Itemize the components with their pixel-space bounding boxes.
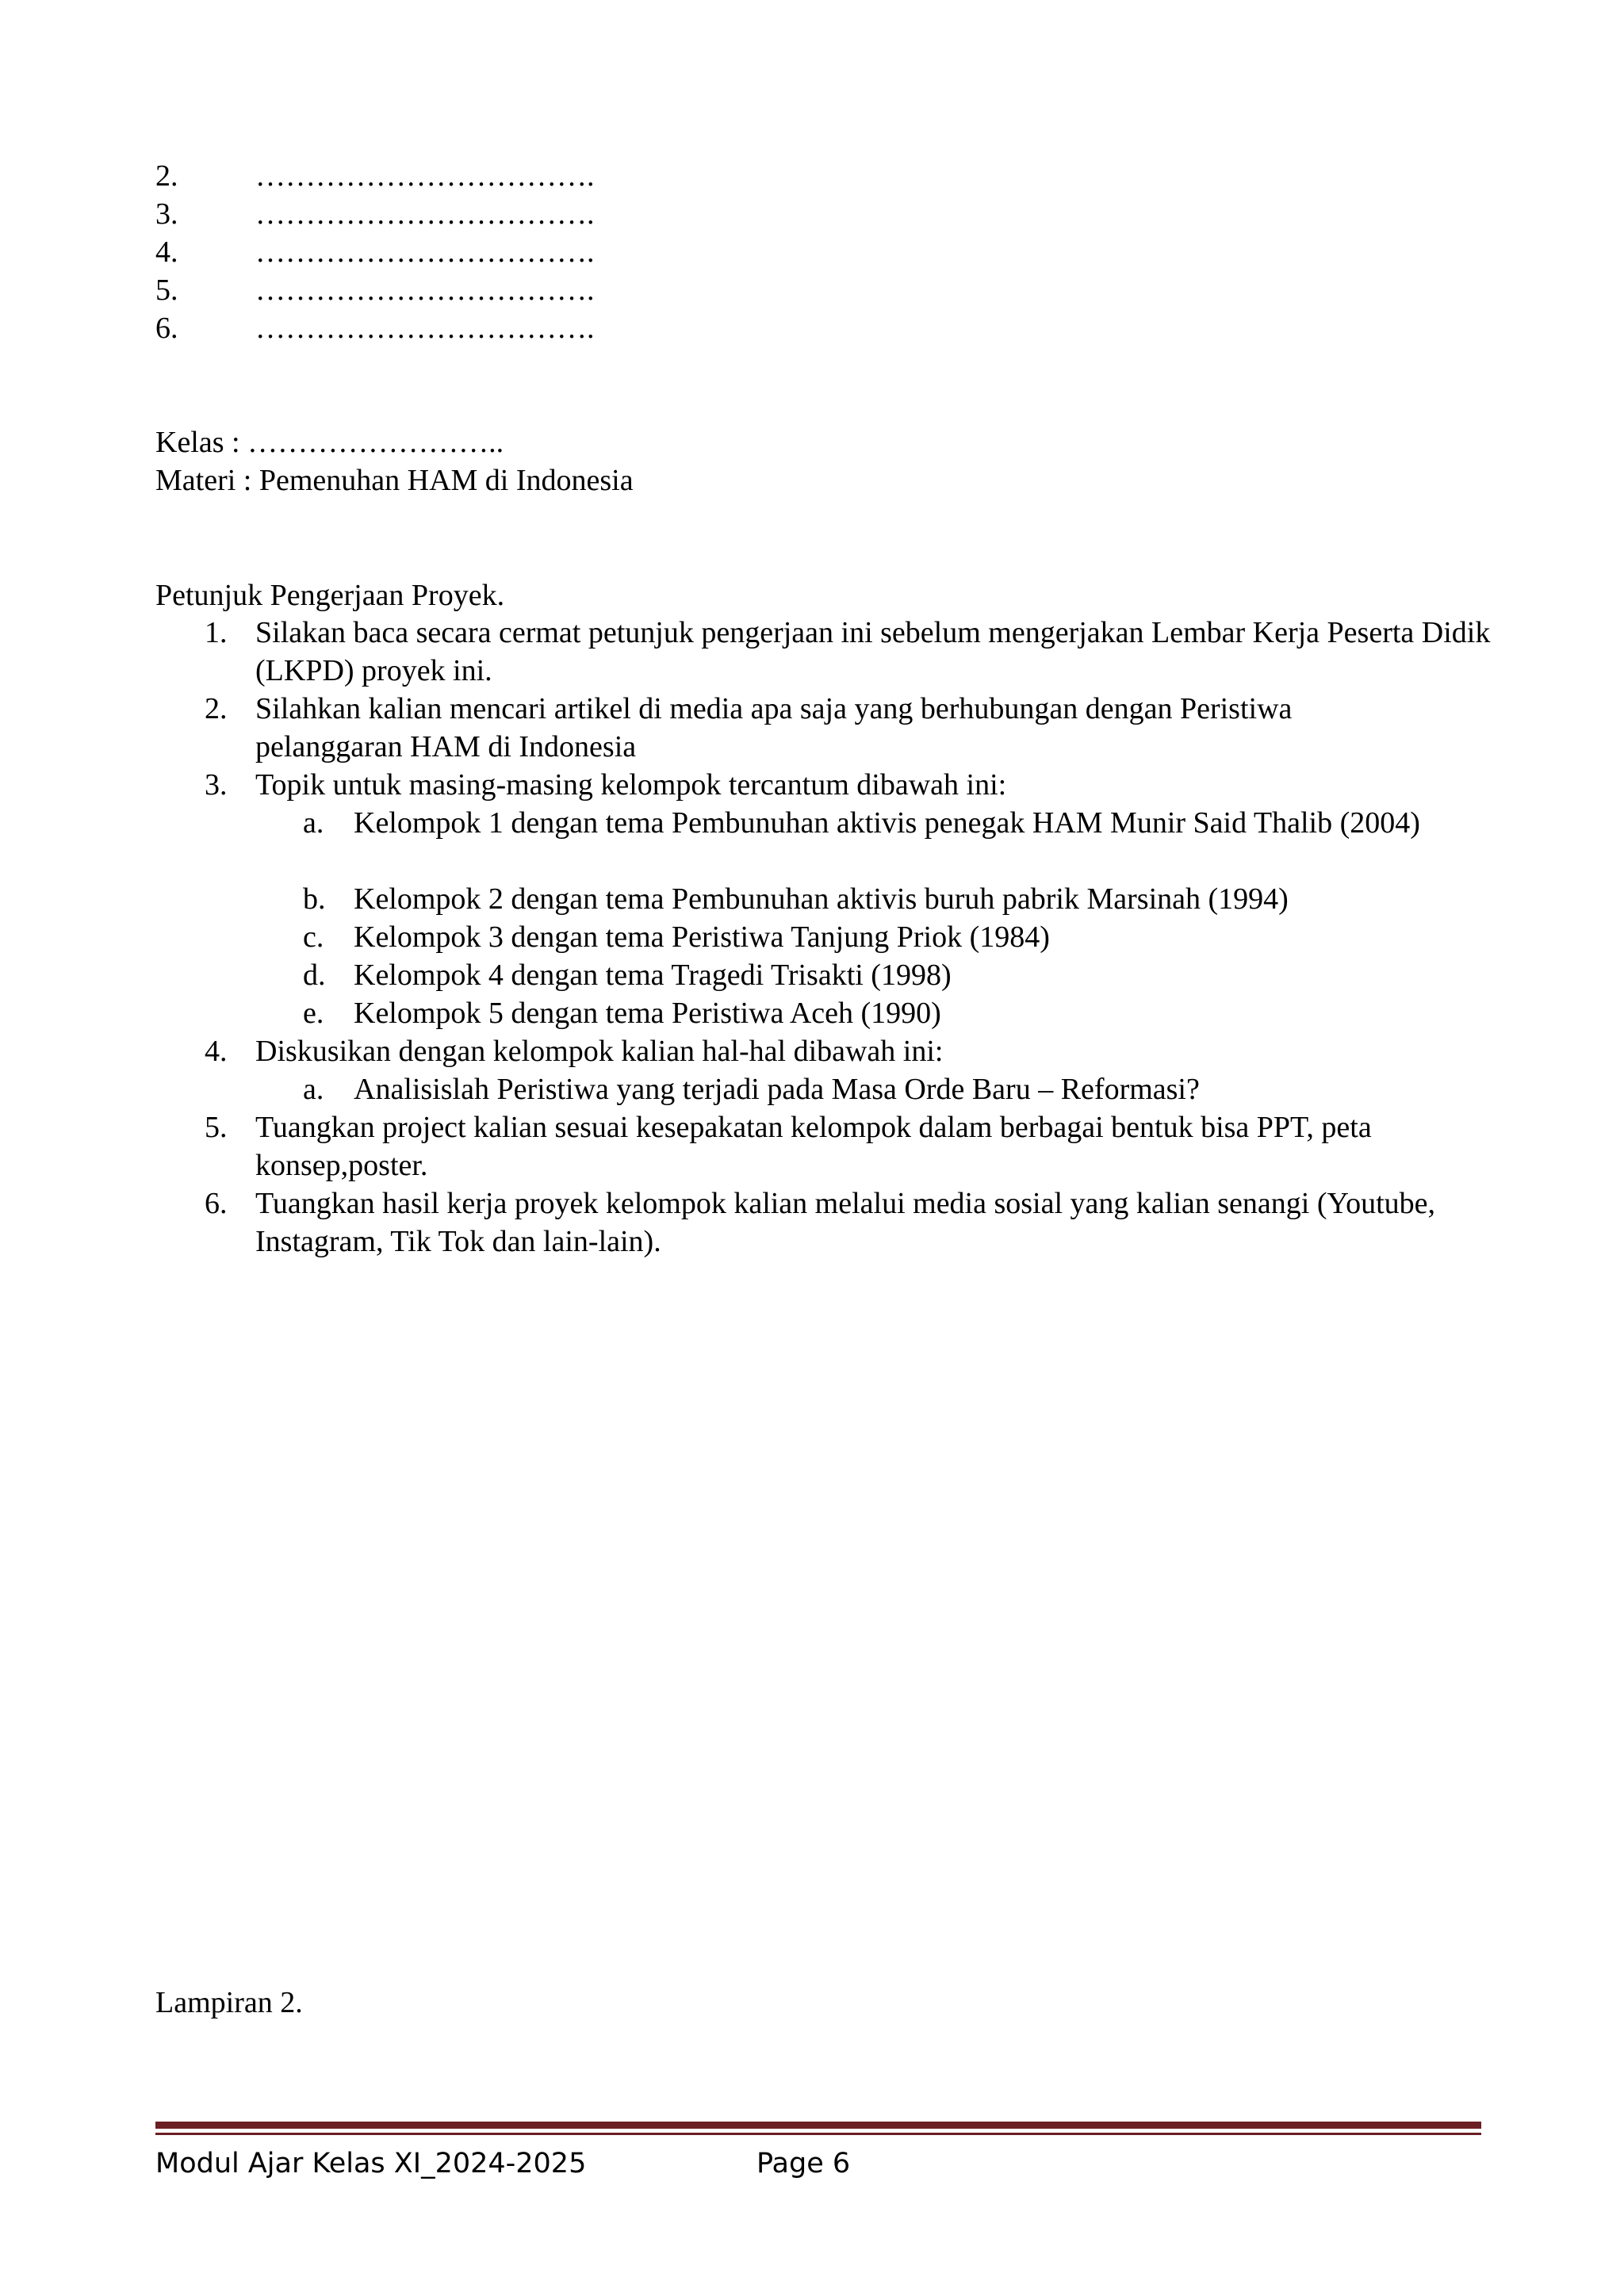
item-marker: b.: [303, 882, 326, 916]
item-marker: 1.: [205, 616, 228, 649]
item-text: Silahkan kalian mencari artikel di media apa saja yang berhubungan dengan Peristiwa pelanggaran HAM di Indonesia: [255, 692, 1293, 763]
item-marker: a.: [303, 1073, 324, 1106]
item-text: Silakan baca secara cermat petunjuk pengerjaan ini sebelum mengerjakan Lembar Kerja Peserta Didik (LKPD) proyek ini.: [255, 616, 1491, 687]
blank-dots: …………………………….: [255, 274, 595, 307]
item-text: Analisislah Peristiwa yang terjadi pada Masa Orde Baru – Reformasi?: [354, 1073, 1200, 1106]
footer-rule: [155, 2122, 1481, 2129]
blank-dots: …………………………….: [255, 197, 595, 231]
item-marker: 5.: [205, 1111, 228, 1144]
item-text: Kelompok 4 dengan tema Tragedi Trisakti (1998): [354, 959, 952, 992]
materi-line: Materi : Pemenuhan HAM di Indonesia: [155, 464, 634, 497]
footer-rule-thin: [155, 2133, 1481, 2135]
item-marker: 4.: [205, 1035, 228, 1068]
blank-dots: …………………………….: [255, 159, 595, 193]
kelas-line: Kelas : ……………………..: [155, 426, 504, 459]
item-text: Kelompok 3 dengan tema Peristiwa Tanjung Priok (1984): [354, 920, 1050, 954]
item-marker: a.: [303, 806, 324, 840]
item-marker: 6.: [205, 1187, 228, 1220]
item-text: Diskusikan dengan kelompok kalian hal-hal dibawah ini:: [255, 1035, 944, 1068]
item-text: Tuangkan hasil kerja proyek kelompok kalian melalui media sosial yang kalian senangi (Youtube, Instagram, Tik Tok dan lain-lain).: [255, 1187, 1436, 1258]
item-marker: 2.: [205, 692, 228, 725]
footer-page-number: Page 6: [756, 2148, 851, 2179]
item-text: Tuangkan project kalian sesuai kesepakatan kelompok dalam berbagai bentuk bisa PPT, peta konsep,poster.: [255, 1111, 1372, 1182]
item-text: Topik untuk masing-masing kelompok tercantum dibawah ini:: [255, 768, 1007, 802]
list-number: 2.: [155, 159, 178, 193]
list-number: 3.: [155, 197, 178, 231]
item-text: Kelompok 1 dengan tema Pembunuhan aktivis penegak HAM Munir Said Thalib (2004): [354, 806, 1420, 840]
list-number: 4.: [155, 235, 178, 269]
item-text: Kelompok 2 dengan tema Pembunuhan aktivis buruh pabrik Marsinah (1994): [354, 882, 1289, 916]
item-text: Kelompok 5 dengan tema Peristiwa Aceh (1990): [354, 997, 941, 1030]
footer-module-title: Modul Ajar Kelas XI_2024-2025: [155, 2148, 587, 2179]
item-marker: 3.: [205, 768, 228, 802]
instructions-heading: Petunjuk Pengerjaan Proyek.: [155, 579, 505, 612]
lampiran-label: Lampiran 2.: [155, 1986, 303, 2019]
list-number: 6.: [155, 312, 178, 345]
blank-dots: …………………………….: [255, 235, 595, 269]
item-marker: c.: [303, 920, 324, 954]
list-number: 5.: [155, 274, 178, 307]
item-marker: d.: [303, 959, 326, 992]
blank-dots: …………………………….: [255, 312, 595, 345]
item-marker: e.: [303, 997, 324, 1030]
